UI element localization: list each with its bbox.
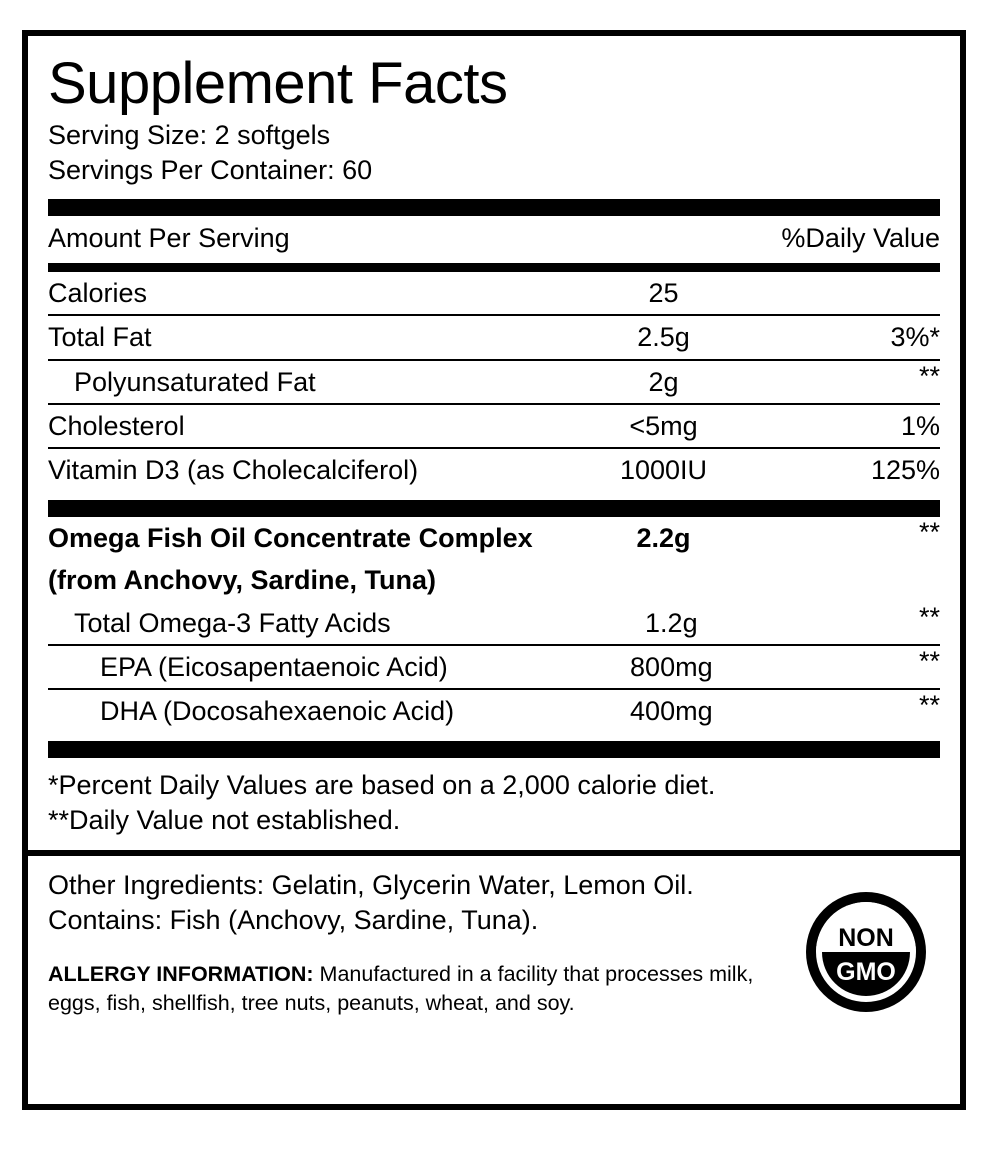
row-dv [779, 272, 940, 315]
header-daily-value: %Daily Value [781, 223, 940, 254]
row-name: Total Omega-3 Fatty Acids [48, 602, 559, 645]
row-amount: 2.5g [548, 315, 780, 359]
row-dv: ** [784, 596, 940, 639]
blend-subrows [48, 602, 940, 733]
table-row [48, 272, 940, 315]
row-amount: 800mg [559, 645, 784, 689]
other-ingredients-section [48, 856, 940, 1018]
servings-per-container: Servings Per Container: 60 [48, 154, 373, 185]
row-dv: ** [918, 690, 940, 721]
row-amount: 25 [548, 272, 780, 315]
rule-thick-top [48, 199, 940, 216]
allergy-label: ALLERGY INFORMATION: [48, 962, 314, 987]
row-name: Calories [48, 272, 548, 315]
row-name: DHA (Docosahexaenoic Acid) [100, 696, 455, 727]
badge-line2: GMO [836, 957, 896, 986]
blend-row [48, 517, 940, 559]
blend-dv: ** [918, 516, 940, 547]
footnotes [48, 768, 940, 850]
row-amount: 1.2g [559, 602, 784, 645]
nutrition-table [48, 216, 940, 262]
table-row [48, 448, 940, 491]
panel-inner [28, 36, 960, 1018]
row-name: Polyunsaturated Fat [48, 360, 548, 404]
header-spacer [548, 216, 780, 262]
row-amount: <5mg [548, 404, 780, 448]
row-amount: 1000IU [619, 455, 708, 486]
row-dv: ** [779, 354, 940, 398]
row-name: Cholesterol [48, 404, 548, 448]
footnote-dv-not-established: **Daily Value not established. [48, 804, 401, 835]
blend-amount: 2.2g [636, 522, 691, 553]
supplement-facts-panel [22, 30, 966, 1110]
contains-statement: Contains: Fish (Anchovy, Sardine, Tuna). [48, 904, 539, 935]
table-row [48, 360, 940, 404]
non-gmo-badge-icon [802, 888, 930, 1016]
table-header-row [48, 216, 940, 262]
blend-name-line2: (from Anchovy, Sardine, Tuna) [48, 565, 437, 596]
table-row [48, 689, 940, 732]
page-title: Supplement Facts [48, 51, 508, 116]
allergy-information [48, 960, 768, 1018]
row-name: Total Fat [48, 315, 548, 359]
allergy-text: Manufactured in a facility that processes milk, eggs, fish, shellfish, tree nuts, peanuts, wheat, and soy. [48, 962, 754, 1015]
rule-mid-header [48, 263, 940, 272]
footnote-percent-dv: *Percent Daily Values are based on a 2,000 calorie diet. [48, 769, 716, 800]
header-amount-per-serving: Amount Per Serving [48, 223, 290, 254]
serving-size: Serving Size: 2 softgels [48, 120, 331, 151]
row-name: EPA (Eicosapentaenoic Acid) [48, 645, 559, 689]
row-name: Vitamin D3 (as Cholecalciferol) [48, 455, 419, 486]
nutrient-rows [48, 272, 940, 492]
table-row [48, 404, 940, 448]
badge-line1: NON [838, 923, 894, 952]
row-amount: 400mg [630, 696, 713, 727]
row-dv: 125% [870, 455, 940, 486]
blend-table [48, 517, 940, 602]
row-dv: 1% [779, 404, 940, 448]
row-amount: 2g [548, 360, 780, 404]
rule-thick-footnotes [48, 741, 940, 758]
row-dv: ** [784, 639, 940, 683]
other-ingredients: Other Ingredients: Gelatin, Glycerin Water, Lemon Oil. [48, 869, 694, 900]
blend-name-line1: Omega Fish Oil Concentrate Complex [48, 522, 533, 553]
row-dv: 3%* [779, 315, 940, 359]
